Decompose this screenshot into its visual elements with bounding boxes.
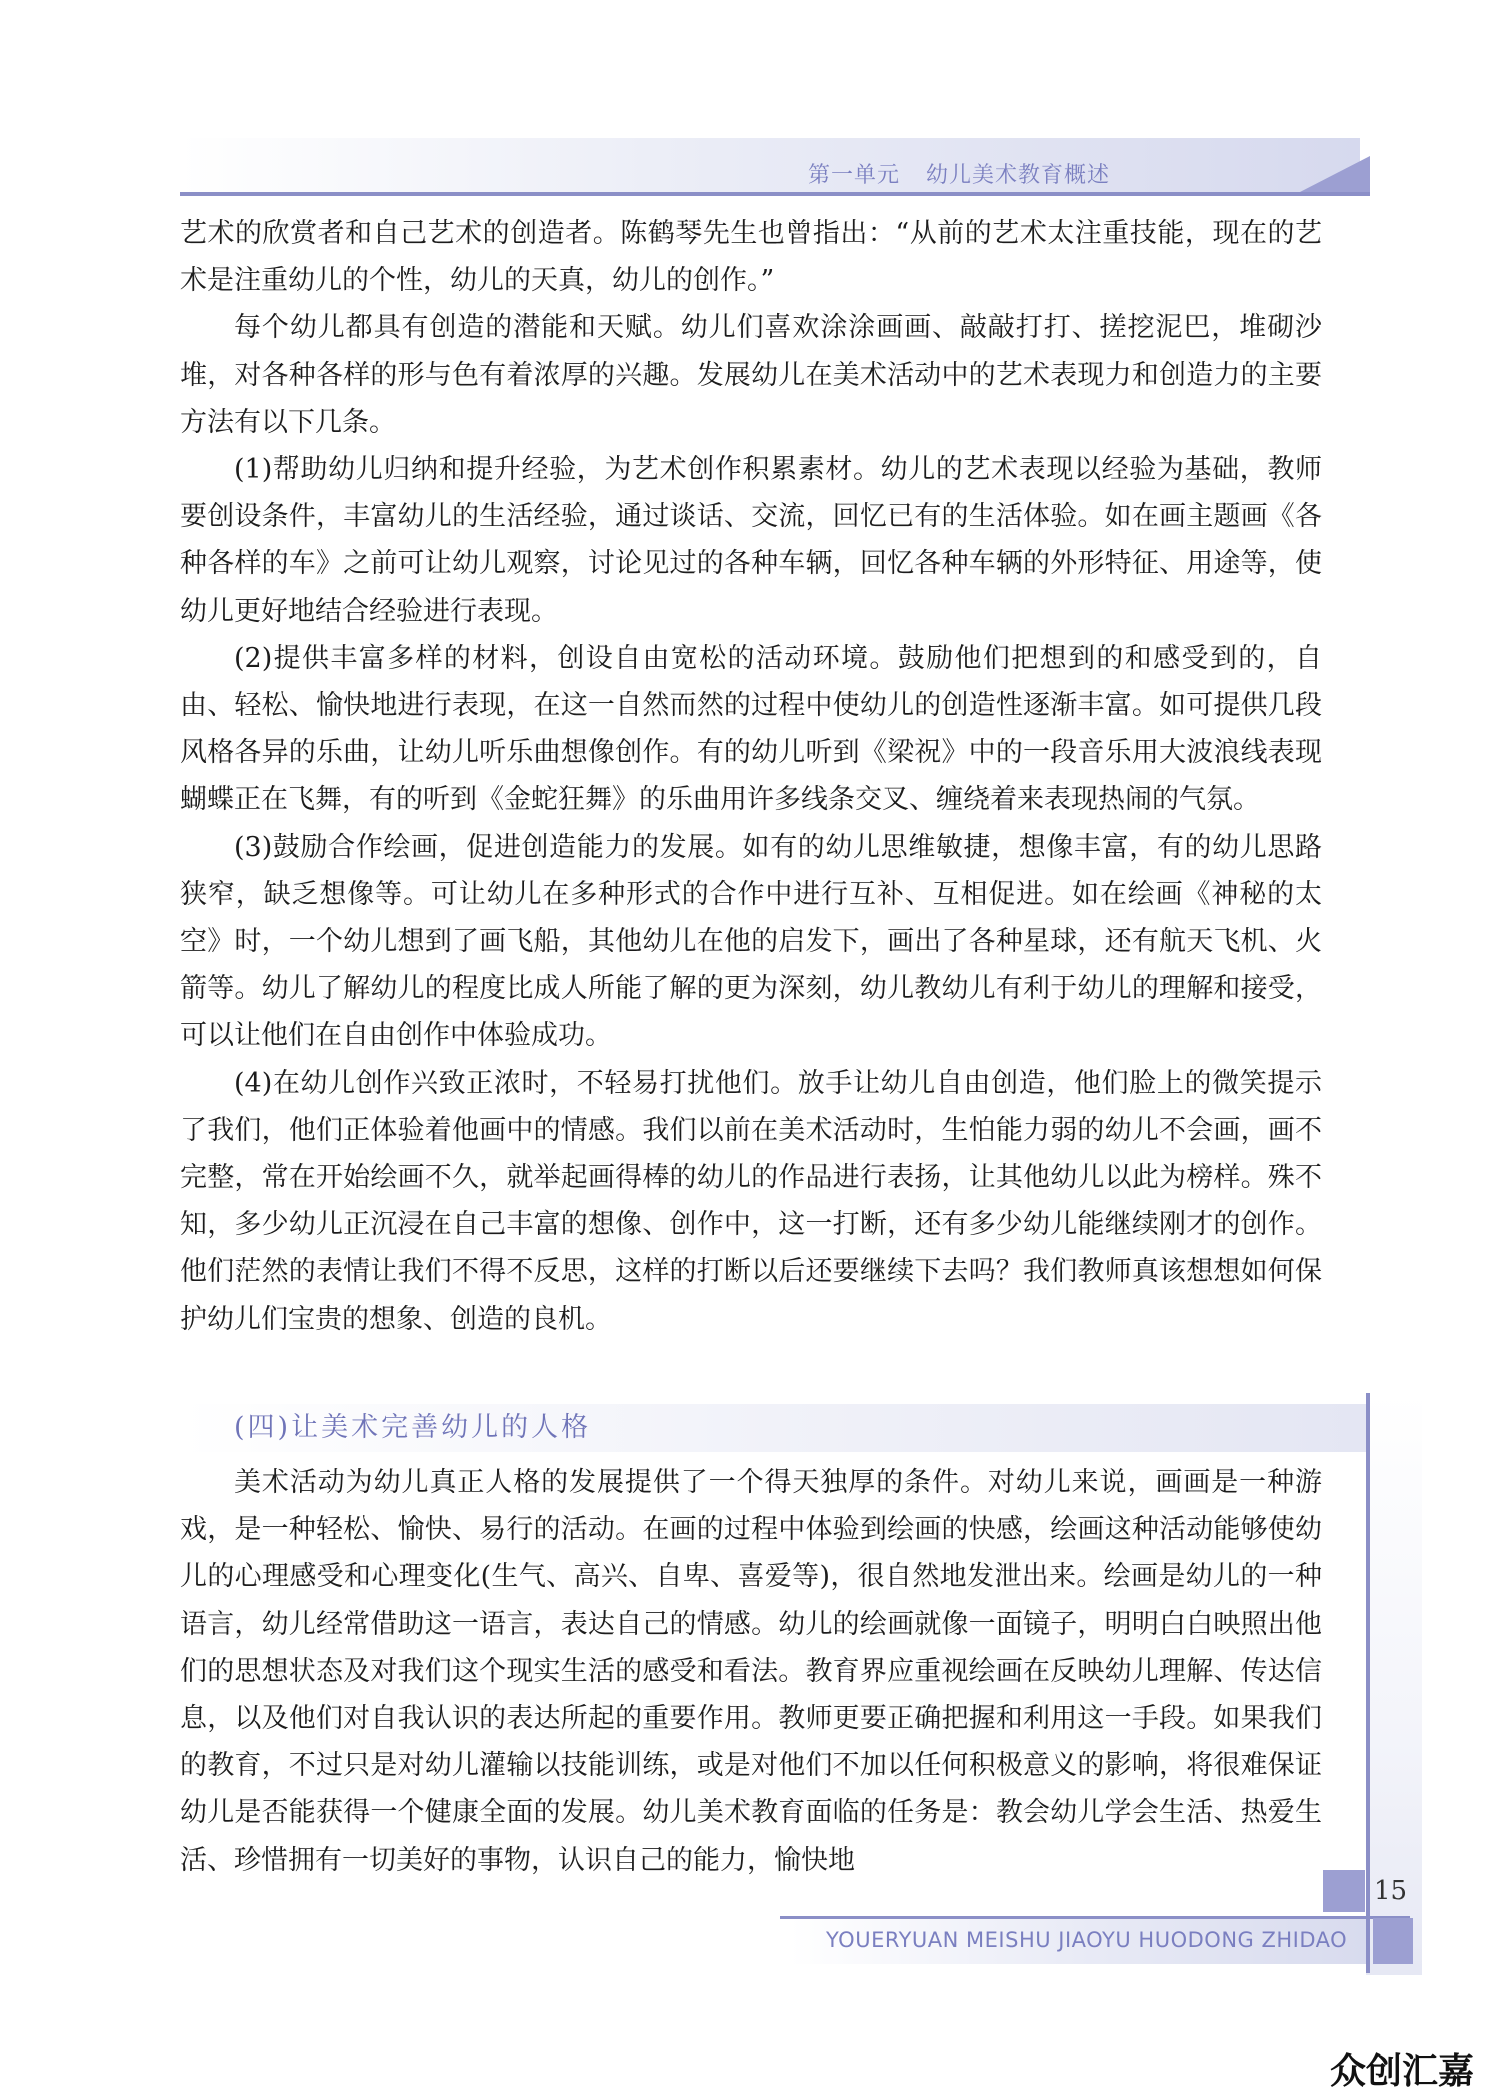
footer-series-title: YOUERYUAN MEISHU JIAOYU HUODONG ZHIDAO — [826, 1928, 1348, 1952]
side-rule — [1366, 1393, 1370, 1973]
paragraph: (3)鼓励合作绘画，促进创造能力的发展。如有的幼儿思维敏捷，想像丰富，有的幼儿思路狭窄，缺乏想像等。可让幼儿在多种形式的合作中进行互补、互相促进。如在绘画《神秘的太空》时，一个幼儿想到了画飞船，其他幼儿在他的启发下，画出了各种星球，还有航天飞机、火箭等。幼儿了解幼儿的程度比成人所能了解的更为深刻，幼儿教幼儿有利于幼儿的理解和接受，可以让他们在自由创作中体验成功。 — [180, 831, 1322, 1052]
body-text-section — [180, 1459, 1322, 1884]
watermark-logo: 众创汇嘉 — [1330, 2051, 1475, 2092]
page-corner-square — [1323, 1870, 1365, 1912]
body-text-top — [180, 210, 1322, 1343]
header-unit: 第一单元 — [808, 163, 901, 188]
footer-square — [1373, 1918, 1413, 1964]
section-heading: (四)让美术完善幼儿的人格 — [234, 1412, 592, 1443]
paragraph-continuation: 艺术的欣赏者和自己艺术的创造者。陈鹤琴先生也曾指出：“从前的艺术太注重技能，现在的艺术是注重幼儿的个性，幼儿的天真，幼儿的创作。” — [180, 218, 1322, 297]
header-band — [180, 138, 1360, 192]
paragraph: (2)提供丰富多样的材料，创设自由宽松的活动环境。鼓励他们把想到的和感受到的，自由、轻松、愉快地进行表现，在这一自然而然的过程中使幼儿的创造性逐渐丰富。如可提供几段风格各异的乐曲，让幼儿听乐曲想像创作。有的幼儿听到《梁祝》中的一段音乐用大波浪线表现蝴蝶正在飞舞，有的听到《金蛇狂舞》的乐曲用许多线条交叉、缠绕着来表现热闹的气氛。 — [180, 642, 1322, 816]
header-rule — [180, 192, 1370, 196]
paragraph: 美术活动为幼儿真正人格的发展提供了一个得天独厚的条件。对幼儿来说，画画是一种游戏，是一种轻松、愉快、易行的活动。在画的过程中体验到绘画的快感，绘画这种活动能够使幼儿的心理感受和心理变化(生气、高兴、自卑、喜爱等)，很自然地发泄出来。绘画是幼儿的一种语言，幼儿经常借助这一语言，表达自己的情感。幼儿的绘画就像一面镜子，明明白白映照出他们的思想状态及对我们这个现实生活的感受和看法。教育界应重视绘画在反映幼儿理解、传达信息，以及他们对自我认识的表达所起的重要作用。教师更要正确把握和利用这一手段。如果我们的教育，不过只是对幼儿灌输以技能训练，或是对他们不加以任何积极意义的影响，将很难保证幼儿是否能获得一个健康全面的发展。幼儿美术教育面临的任务是：教会幼儿学会生活、热爱生活、珍惜拥有一切美好的事物，认识自己的能力，愉快地 — [180, 1467, 1322, 1876]
paragraph: (1)帮助幼儿归纳和提升经验，为艺术创作积累素材。幼儿的艺术表现以经验为基础，教师要创设条件，丰富幼儿的生活经验，通过谈话、交流，回忆已有的生活体验。如在画主题画《各种各样的车》之前可让幼儿观察，讨论见过的各种车辆，回忆各种车辆的外形特征、用途等，使幼儿更好地结合经验进行表现。 — [180, 454, 1322, 627]
header-chapter-title: 幼儿美术教育概述 — [926, 163, 1111, 188]
footer-rule — [780, 1916, 1410, 1919]
paragraph: (4)在幼儿创作兴致正浓时，不轻易打扰他们。放手让幼儿自由创造，他们脸上的微笑提示了我们，他们正体验着他画中的情感。我们以前在美术活动时，生怕能力弱的幼儿不会画，画不完整，常在开始绘画不久，就举起画得棒的幼儿的作品进行表扬，让其他幼儿以此为榜样。殊不知，多少幼儿正沉浸在自己丰富的想像、创作中，这一打断，还有多少幼儿能继续刚才的创作。他们茫然的表情让我们不得不反思，这样的打断以后还要继续下去吗？我们教师真该想想如何保护幼儿们宝贵的想象、创造的良机。 — [180, 1067, 1322, 1335]
header-wedge — [1300, 156, 1370, 192]
page-number: 15 — [1374, 1876, 1408, 1906]
paragraph: 每个幼儿都具有创造的潜能和天赋。幼儿们喜欢涂涂画画、敲敲打打、搓挖泥巴，堆砌沙堆，对各种各样的形与色有着浓厚的兴趣。发展幼儿在美术活动中的艺术表现力和创造力的主要方法有以下几条。 — [180, 312, 1322, 438]
running-header — [808, 160, 1136, 192]
